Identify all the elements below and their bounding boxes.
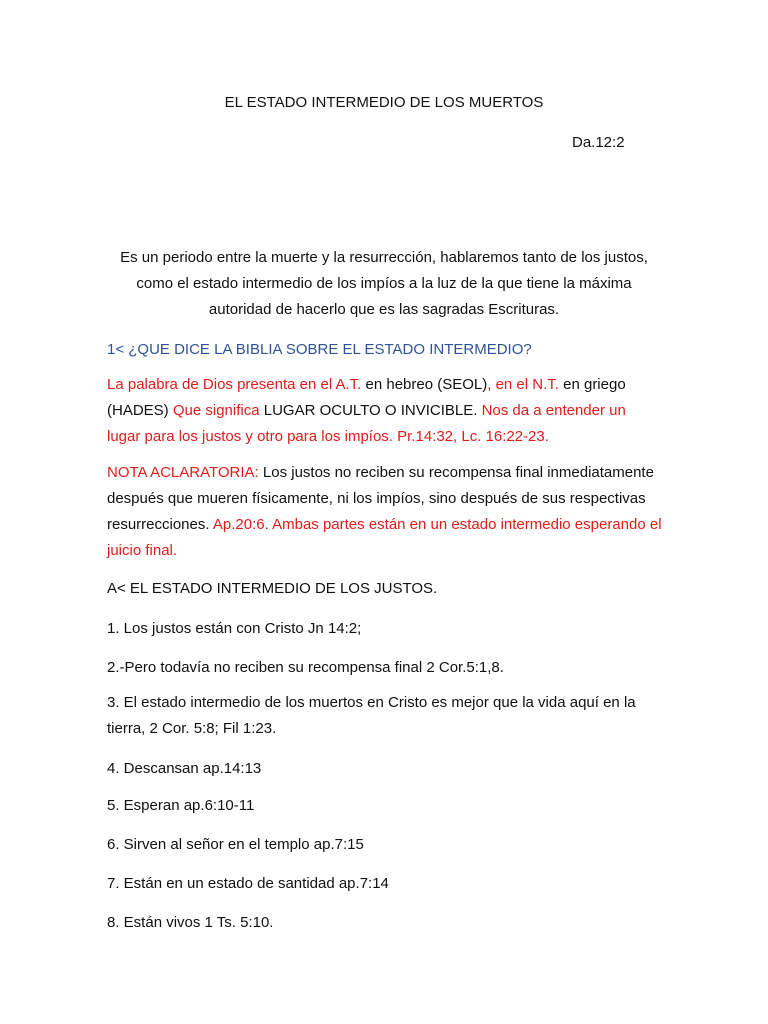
text-span: La palabra de Dios presenta en el A.T. <box>107 376 362 393</box>
scripture-reference: Da.12:2 <box>572 134 625 151</box>
paragraph-hebrew-greek <box>107 372 663 450</box>
paragraph-nota-aclaratoria <box>107 460 663 564</box>
intro-paragraph: Es un periodo entre la muerte y la resurrección, hablaremos tanto de los justos, como el estado intermedio de los impíos a la luz de la que tiene la máxima autoridad de hacerlo que es las sagradas Escrituras. <box>120 249 648 318</box>
list-item: 6. Sirven al señor en el templo ap.7:15 <box>107 836 364 853</box>
list-item: 1. Los justos están con Cristo Jn 14:2; <box>107 620 362 637</box>
text-span: en hebreo (SEOL) <box>361 376 488 393</box>
text-span: LUGAR OCULTO O INVICIBLE. <box>259 402 482 419</box>
document-title: EL ESTADO INTERMEDIO DE LOS MUERTOS <box>224 94 544 111</box>
text-span: NOTA ACLARATORIA: <box>107 464 259 481</box>
list-item: 7. Están en un estado de santidad ap.7:14 <box>107 875 389 892</box>
text-span: Nos da a entender un lugar para los justos y otro para los impíos. Pr.14:32, Lc. 16:22-23. <box>107 402 626 445</box>
text-span: Que significa <box>172 402 260 419</box>
text-span: Los justos no reciben su recompensa final inmediatamente después que mueren físicamente, ni los impíos, sino después de sus respectivas resurrecciones. <box>107 464 654 533</box>
text-span: , en el N.T. <box>487 376 559 393</box>
text-span: en griego (HADES) <box>107 376 626 419</box>
section-heading: 1< ¿QUE DICE LA BIBLIA SOBRE EL ESTADO INTERMEDIO? <box>107 341 532 358</box>
list-item: 3. El estado intermedio de los muertos en Cristo es mejor que la vida aquí en la tierra, 2 Cor. 5:8; Fil 1:23. <box>107 694 636 737</box>
list-item: 8. Están vivos 1 Ts. 5:10. <box>107 914 274 931</box>
subheading: A< EL ESTADO INTERMEDIO DE LOS JUSTOS. <box>107 580 438 597</box>
text-span: Ap.20:6. Ambas partes están en un estado intermedio esperando el juicio final. <box>107 516 662 559</box>
list-item: 2.-Pero todavía no reciben su recompensa final 2 Cor.5:1,8. <box>107 659 504 676</box>
list-item: 5. Esperan ap.6:10-11 <box>107 797 255 814</box>
list-item: 4. Descansan ap.14:13 <box>107 760 262 777</box>
